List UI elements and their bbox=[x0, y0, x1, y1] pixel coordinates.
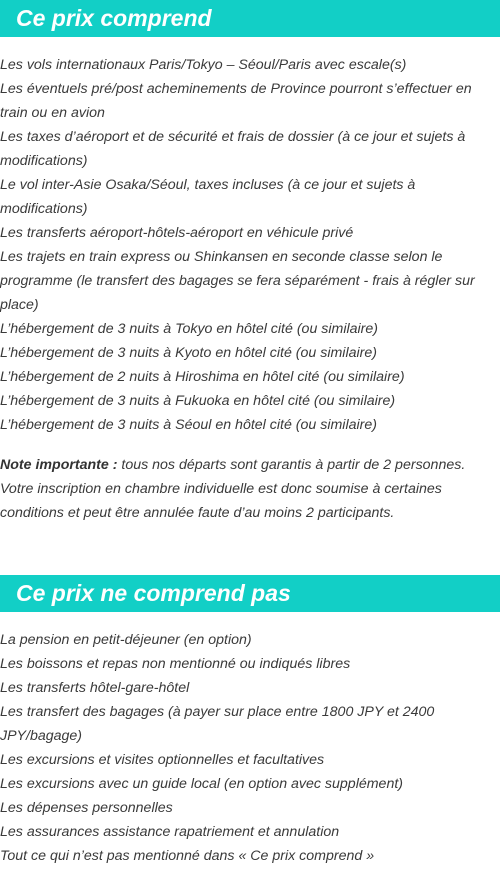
list-item: La pension en petit-déjeuner (en option) bbox=[0, 632, 252, 648]
list-item: L’hébergement de 3 nuits à Fukuoka en hôtel cité (ou similaire) bbox=[0, 393, 396, 409]
list-item: Tout ce qui n’est pas mentionné dans « Ce prix comprend » bbox=[0, 848, 375, 864]
list-item: L’hébergement de 3 nuits à Tokyo en hôtel cité (ou similaire) bbox=[0, 321, 379, 337]
excluded-list bbox=[0, 628, 500, 868]
list-item: Les dépenses personnelles bbox=[0, 800, 173, 816]
list-item: Les transferts aéroport-hôtels-aéroport en véhicule privé bbox=[0, 225, 354, 241]
list-item: Les taxes d’aéroport et de sécurité et frais de dossier (à ce jour et sujets à modifications) bbox=[0, 129, 466, 169]
list-item: L’hébergement de 2 nuits à Hiroshima en hôtel cité (ou similaire) bbox=[0, 369, 405, 385]
list-item: Les assurances assistance rapatriement et annulation bbox=[0, 824, 340, 840]
list-item: Les excursions et visites optionnelles et facultatives bbox=[0, 752, 325, 768]
list-item: Les éventuels pré/post acheminements de Province pourront s’effectuer en train ou en avion bbox=[0, 81, 472, 121]
list-item: Les boissons et repas non mentionné ou indiqués libres bbox=[0, 656, 351, 672]
list-item: Les transferts hôtel-gare-hôtel bbox=[0, 680, 190, 696]
included-section-title: Ce prix comprend bbox=[0, 0, 500, 37]
list-item: Les transfert des bagages (à payer sur place entre 1800 JPY et 2400 JPY/bagage) bbox=[0, 704, 435, 744]
list-item: Les vols internationaux Paris/Tokyo – Séoul/Paris avec escale(s) bbox=[0, 57, 407, 73]
important-note-text: tous nos départs sont garantis à partir de 2 personnes. Votre inscription en chambre individuelle est donc soumise à certaines conditions et peut être annulée faute d’au moins 2 participants. bbox=[0, 457, 466, 521]
important-note-label: Note importante : bbox=[0, 457, 118, 473]
list-item: Le vol inter-Asie Osaka/Séoul, taxes incluses (à ce jour et sujets à modifications) bbox=[0, 177, 416, 217]
list-item: L’hébergement de 3 nuits à Kyoto en hôtel cité (ou similaire) bbox=[0, 345, 377, 361]
list-item: Les excursions avec un guide local (en option avec supplément) bbox=[0, 776, 404, 792]
list-item: Les trajets en train express ou Shinkansen en seconde classe selon le programme (le transfert des bagages se fera séparément - frais à régler sur place) bbox=[0, 249, 475, 313]
included-list bbox=[0, 53, 500, 437]
excluded-section-title: Ce prix ne comprend pas bbox=[0, 575, 500, 612]
list-item: L’hébergement de 3 nuits à Séoul en hôtel cité (ou similaire) bbox=[0, 417, 377, 433]
important-note bbox=[0, 453, 500, 525]
